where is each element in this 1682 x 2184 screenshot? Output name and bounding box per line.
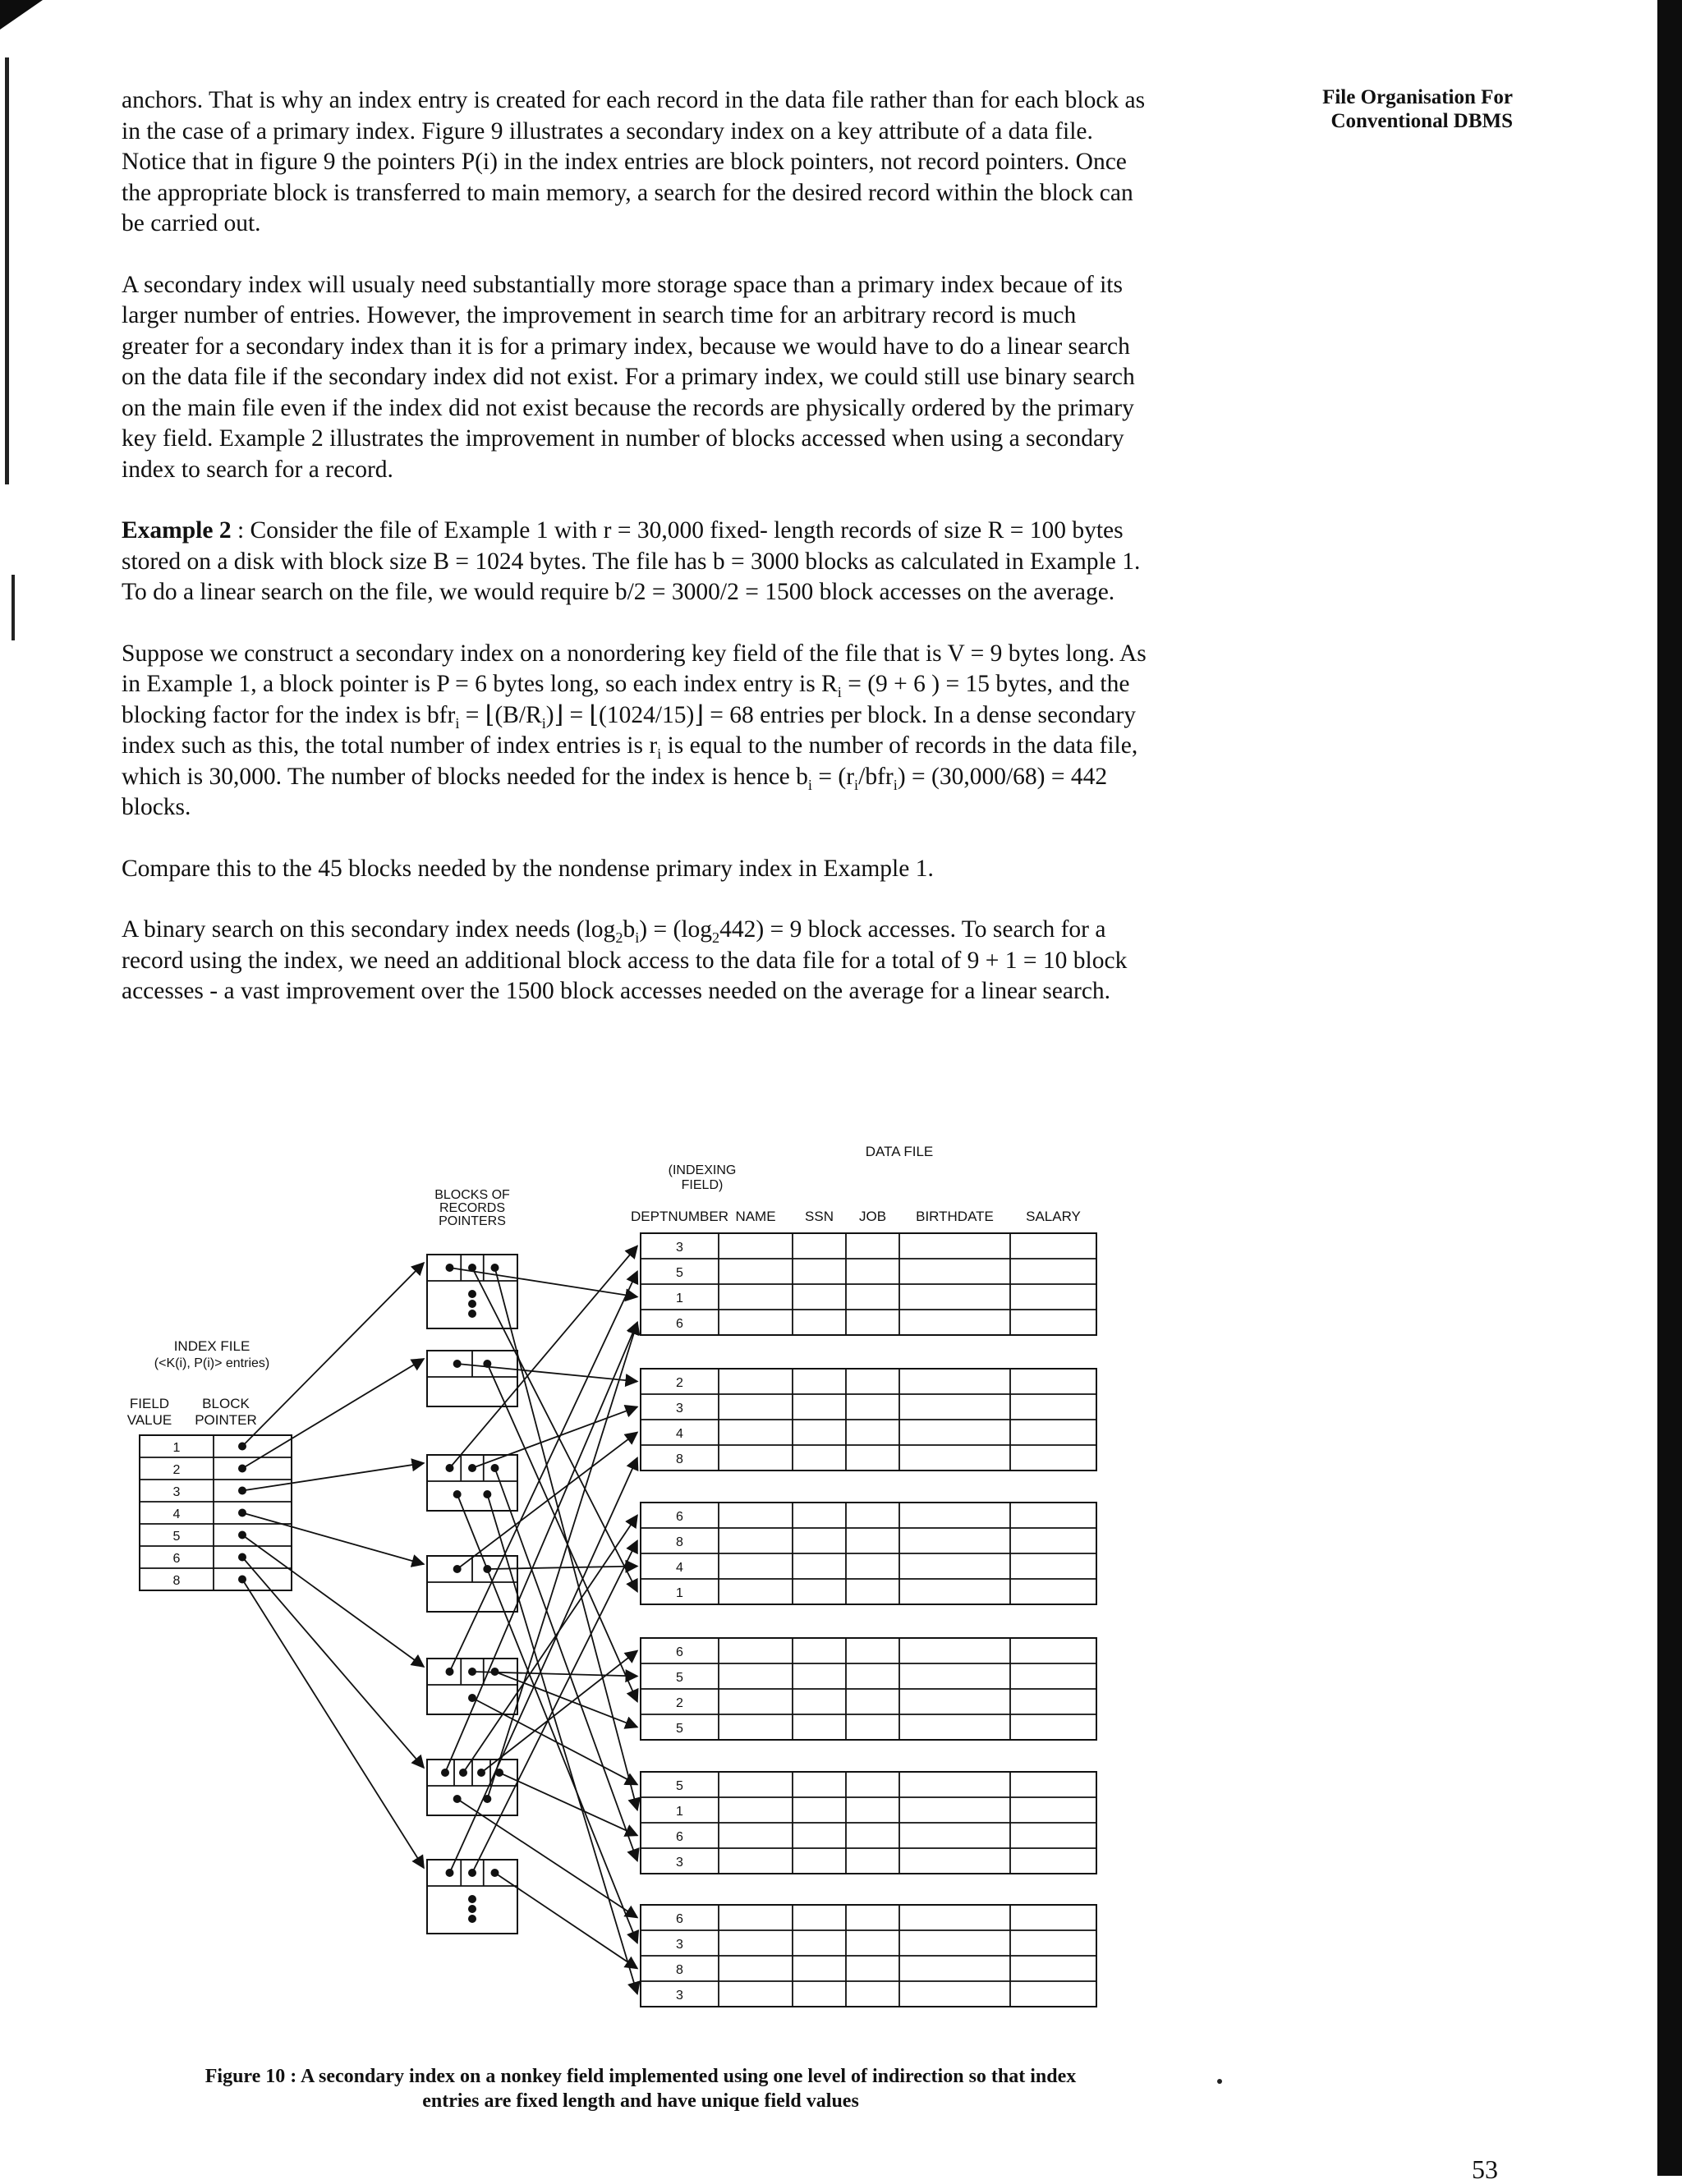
subscript: i	[657, 745, 662, 762]
index-file-table	[140, 1435, 292, 1590]
record-pointer-dot	[483, 1360, 491, 1368]
record-pointer-dot	[491, 1464, 499, 1472]
p6-text-c: ) = (log	[639, 916, 713, 943]
figure-boxes	[140, 1233, 1096, 2007]
subscript: i	[893, 776, 898, 793]
running-header	[1283, 85, 1513, 133]
deptnumber-value: 4	[676, 1561, 683, 1575]
index-field-value: 3	[172, 1485, 181, 1499]
deptnumber-value: 6	[676, 1510, 683, 1524]
record-pointer-dot	[468, 1869, 476, 1877]
deptnumber-value: 5	[676, 1779, 683, 1793]
field-value-header: VALUE	[126, 1412, 172, 1428]
deptnumber-value: 1	[676, 1292, 683, 1305]
deptnumber-value: 8	[676, 1535, 683, 1549]
record-pointer-dot	[495, 1769, 503, 1777]
record-pointer-dot	[453, 1565, 462, 1573]
running-header-line-1: File Organisation For	[1322, 86, 1513, 108]
blocks-of-pointers-label: BLOCKS OF	[434, 1188, 510, 1202]
ellipsis-dot	[468, 1905, 476, 1913]
figure-caption	[123, 2064, 1158, 2113]
p6-text-b: b	[623, 916, 636, 943]
block-pointer-header: POINTER	[195, 1412, 257, 1428]
index-field-value: 8	[172, 1574, 181, 1588]
stray-mark	[1217, 2079, 1222, 2084]
deptnumber-value: 6	[676, 1830, 683, 1844]
record-pointer-arrow	[450, 1458, 638, 1874]
blocks-of-pointers-label: RECORDS	[439, 1201, 506, 1215]
field-value-header: FIELD	[129, 1396, 170, 1411]
subscript: i	[807, 776, 812, 793]
deptnumber-value: 1	[676, 1805, 683, 1819]
paragraph-1: anchors. That is why an index entry is created for each record in the data file rather than for each block as in the case of a primary index. Figure 9 illustrates a secondary index on a key attribute of a data file. Notice that in figure 9 the pointers P(i) in the index entries are block pointers, not record pointers. Once the appropriate block is transferred to main memory, a search for the desired record within the block can be carried out.	[122, 87, 1146, 236]
record-pointer-dot	[459, 1769, 467, 1777]
record-pointer-dot	[468, 1464, 476, 1472]
ellipsis-dot	[468, 1300, 476, 1308]
p4-text-g: /bfr	[858, 763, 894, 790]
index-file-label: INDEX FILE	[173, 1338, 250, 1354]
deptnumber-value: 3	[676, 1856, 683, 1870]
scan-corner-mark	[0, 0, 43, 30]
deptnumber-value: 4	[676, 1427, 683, 1441]
p4-text-b: = (9 + 6 ) = 15 bytes, and the blocking factor for the index is bfr	[122, 671, 1130, 728]
block-pointer-header: BLOCK	[202, 1396, 250, 1411]
paragraph-5: Compare this to the 45 blocks needed by the nondense primary index in Example 1.	[122, 855, 934, 882]
ellipsis-dot	[468, 1290, 476, 1298]
index-field-value: 2	[172, 1463, 181, 1477]
subscript: i	[837, 683, 842, 700]
record-pointer-arrow	[472, 1268, 637, 1592]
record-pointer-dot	[453, 1490, 462, 1498]
paragraph-4	[122, 639, 1148, 824]
index-field-value: 5	[172, 1530, 181, 1544]
record-pointer-dot	[483, 1490, 491, 1498]
block-pointer-dot	[238, 1553, 246, 1562]
block-pointer-dot	[238, 1509, 246, 1517]
example-2-text: : Consider the file of Example 1 with r = 30,000 fixed- length records of size R = 100 bytes stored on a disk with block size B = 1024 bytes. The file has b = 3000 blocks as calculated in Example 1. To do a linear search on the file, we would require b/2 = 3000/2 = 1500 block accesses on the average.	[122, 517, 1141, 605]
index-field-value: 4	[172, 1507, 181, 1521]
deptnumber-value: 8	[676, 1963, 683, 1977]
indexing-field-label: FIELD)	[681, 1178, 724, 1192]
block-pointer-dot	[238, 1531, 246, 1539]
paragraph-2: A secondary index will usualy need substantially more storage space than a primary index becaue of its larger number of entries. However, the improvement in search time for an arbitrary record is much greater for a secondary index than it is for a primary index, because we would have to do a linear search on the data file if the secondary index did not exist. For a primary index, we could still use binary search on the main file even if the index did not exist because the records are physically ordered by the primary key field. Example 2 illustrates the improvement in number of blocks accessed when using a secondary index to search for a record.	[122, 271, 1135, 483]
record-pointer-dot	[446, 1464, 454, 1472]
record-pointer-arrow	[457, 1799, 637, 1918]
page-number: 53	[1472, 2154, 1498, 2184]
deptnumber-value: 3	[676, 1402, 683, 1415]
record-pointer-arrow	[450, 1268, 638, 1297]
record-pointer-dot	[468, 1264, 476, 1272]
deptnumber-value: 8	[676, 1452, 683, 1466]
ellipsis-dot	[468, 1895, 476, 1903]
figure-10	[123, 1133, 1158, 2020]
deptnumber-value: 5	[676, 1671, 683, 1685]
record-pointer-block	[427, 1455, 517, 1511]
p4-text-f: = (r	[812, 763, 855, 790]
index-to-block-pointer	[242, 1359, 424, 1469]
ellipsis-dot	[468, 1915, 476, 1923]
deptnumber-value: 6	[676, 1645, 683, 1659]
record-pointer-dot	[483, 1565, 491, 1573]
record-pointer-arrow	[495, 1468, 638, 1861]
subscript: i	[541, 714, 546, 732]
deptnumber-value: 5	[676, 1722, 683, 1736]
index-field-value: 1	[172, 1441, 181, 1455]
record-pointer-dot	[453, 1795, 462, 1803]
p4-text-h: ) = (30,000/68) = 442 blocks.	[122, 763, 1108, 820]
indexing-field-label: (INDEXING	[668, 1163, 737, 1177]
paragraph-6	[122, 915, 1148, 1007]
deptnumber-value: 3	[676, 1241, 683, 1255]
index-to-block-pointer	[242, 1463, 424, 1491]
subscript: 2	[712, 929, 720, 946]
deptnumber-value: 3	[676, 1989, 683, 2003]
record-pointer-dot	[453, 1360, 462, 1368]
subscript: i	[854, 776, 859, 793]
index-to-block-pointer	[242, 1513, 424, 1565]
index-to-block-pointer	[242, 1535, 424, 1668]
deptnumber-value: 1	[676, 1586, 683, 1600]
record-pointer-dot	[477, 1769, 485, 1777]
index-file-label: (<K(i), P(i)> entries)	[154, 1356, 270, 1370]
col-salary-header: SALARY	[1026, 1209, 1081, 1224]
deptnumber-value: 6	[676, 1912, 683, 1926]
deptnumber-value: 2	[676, 1696, 683, 1710]
scan-left-edge	[5, 57, 9, 484]
deptnumber-value: 3	[676, 1938, 683, 1952]
body-text	[122, 85, 1148, 1038]
index-to-block-pointer	[242, 1558, 424, 1769]
caption-line-1: Figure 10 : A secondary index on a nonkey field implemented using one level of indirection so that index	[205, 2066, 1077, 2087]
subscript: 2	[615, 929, 623, 946]
p4-text-c: = ⌊(B/R	[459, 701, 542, 728]
block-pointer-dot	[238, 1443, 246, 1451]
record-pointer-dot	[491, 1869, 499, 1877]
block-pointer-dot	[238, 1487, 246, 1495]
index-to-block-pointer	[242, 1263, 424, 1447]
p6-text-d: 442) = 9 block accesses. To search for a record using the index, we need an additional block access to the data file for a total of 9 + 1 = 10 block accesses - a vast improvement over the 1500 block accesses needed on the average for a linear search.	[122, 916, 1128, 1004]
index-field-value: 6	[172, 1552, 181, 1566]
blocks-of-pointers-label: POINTERS	[439, 1214, 506, 1228]
record-pointer-arrow	[472, 1407, 637, 1469]
record-pointer-dot	[468, 1694, 476, 1702]
record-pointer-dot	[468, 1668, 476, 1676]
record-pointer-arrow	[487, 1323, 637, 1800]
figure-10-diagram	[123, 1133, 1158, 2020]
paragraph-example-2	[122, 516, 1148, 608]
record-pointer-arrow	[457, 1433, 637, 1570]
running-header-line-2: Conventional DBMS	[1330, 110, 1513, 132]
caption-line-2: entries are fixed length and have unique field values	[422, 2090, 859, 2112]
record-pointer-dot	[441, 1769, 449, 1777]
example-2-label: Example 2	[122, 517, 232, 544]
col-name-header: NAME	[735, 1209, 776, 1224]
block-pointer-dot	[238, 1576, 246, 1584]
scan-left-edge-mark	[11, 575, 15, 640]
p6-text-a: A binary search on this secondary index needs (log	[122, 916, 616, 943]
col-ssn-header: SSN	[805, 1209, 834, 1224]
index-to-block-pointer	[242, 1580, 424, 1869]
col-birthdate-header: BIRTHDATE	[916, 1209, 994, 1224]
record-pointer-arrow	[495, 1672, 638, 1727]
deptnumber-value: 5	[676, 1266, 683, 1280]
record-pointer-dot	[491, 1668, 499, 1676]
scan-right-edge	[1657, 0, 1682, 2176]
p4-text-e: is equal to the number of records in the data file, which is 30,000. The number of blocks needed for the index is hence b	[122, 732, 1138, 790]
p4-text-a: Suppose we construct a secondary index on a nonordering key field of the file that is V = 9 bytes long. As in Example 1, a block pointer is P = 6 bytes long, so each index entry is R	[122, 640, 1147, 697]
subscript: i	[455, 714, 460, 732]
record-pointer-dot	[446, 1869, 454, 1877]
record-pointer-dot	[446, 1264, 454, 1272]
col-deptnumber-header: DEPTNUMBER	[630, 1209, 729, 1224]
subscript: i	[635, 929, 640, 946]
pointer-lines	[140, 1233, 1096, 2007]
deptnumber-value: 2	[676, 1376, 683, 1390]
block-pointer-dot	[238, 1465, 246, 1473]
ellipsis-dot	[468, 1310, 476, 1318]
data-file-label: DATA FILE	[865, 1144, 934, 1159]
col-job-header: JOB	[858, 1209, 887, 1224]
p4-text-d: )⌋ = ⌊(1024/15)⌋ = 68 entries per block. In a dense secondary index such as this, the total number of index entries is r	[122, 701, 1137, 759]
deptnumber-value: 6	[676, 1317, 683, 1331]
record-pointer-arrow	[472, 1541, 637, 1874]
record-pointer-arrow	[495, 1268, 638, 1810]
record-pointer-dot	[483, 1795, 491, 1803]
record-pointer-block	[427, 1659, 517, 1714]
record-pointer-dot	[491, 1264, 499, 1272]
record-pointer-dot	[446, 1668, 454, 1676]
